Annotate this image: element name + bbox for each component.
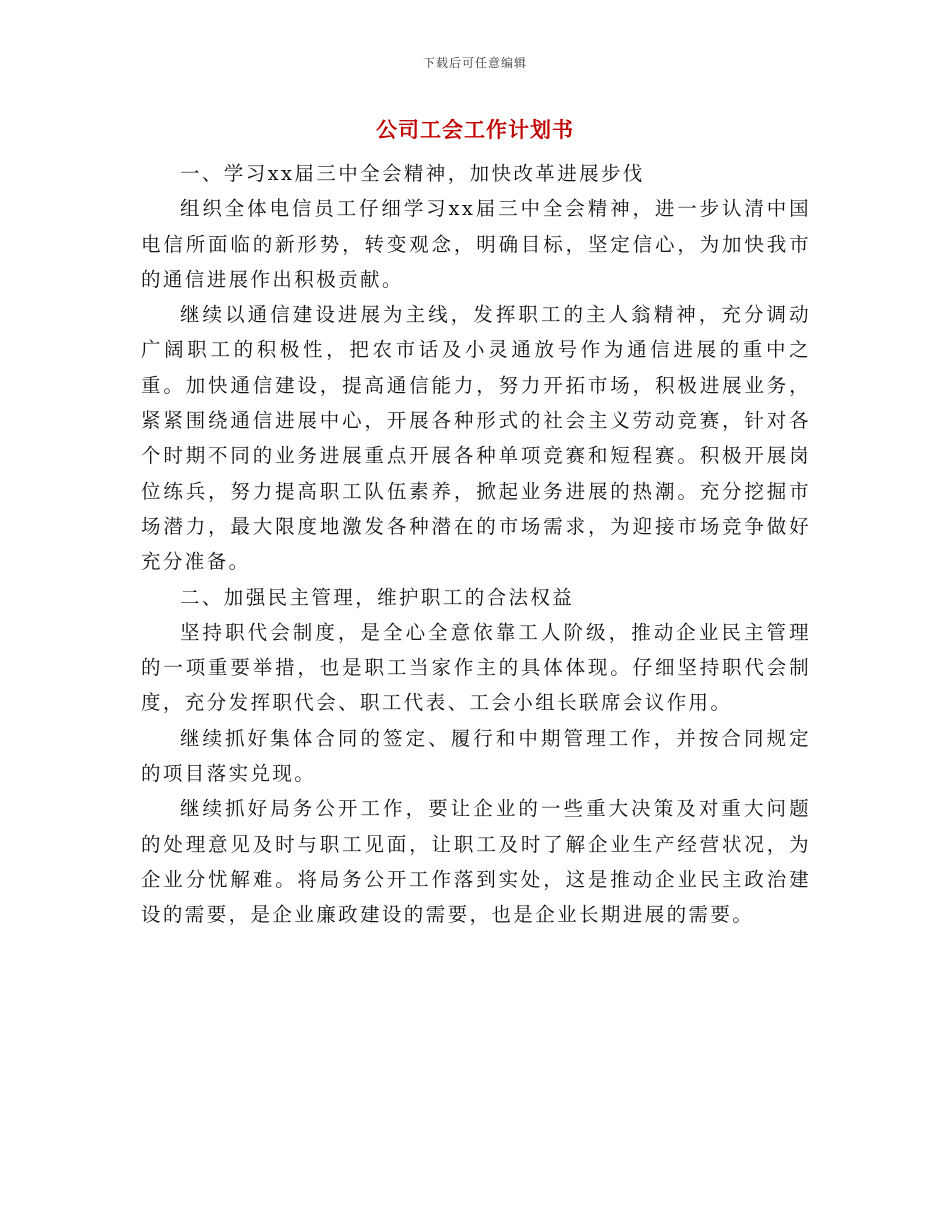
document-title: 公司工会工作计划书 [376,117,574,142]
page-header-note: 下载后可任意编辑 [422,56,527,70]
paragraph: 组织全体电信员工仔细学习xx届三中全会精神，进一步认清中国电信所面临的新形势，转变观念，明确目标，坚定信心，为加快我市的通信进展作出积极贡献。 [141,197,811,291]
paragraph: 继续抓好集体合同的签定、履行和中期管理工作，并按合同规定的项目落实兑现。 [141,726,811,786]
paragraph: 继续以通信建设进展为主线，发挥职工的主人翁精神，充分调动广阔职工的积极性，把农市话及小灵通放号作为通信进展的重中之重。加快通信建设，提高通信能力，努力开拓市场，积极进展业务，紧紧围绕通信进展中心，开展各种形式的社会主义劳动竞赛，针对各个时期不同的业务进展重点开展各种单项竞赛和短程赛。积极开展岗位练兵，努力提高职工队伍素养，掀起业务进展的热潮。充分挖掘市场潜力，最大限度地激发各种潜在的市场需求，为迎接市场竞争做好充分准备。 [141,303,811,574]
section-heading-1: 一、学习xx届三中全会精神，加快改革进展步伐 [180,162,645,185]
document-body [141,156,811,933]
section-heading-2: 二、加强民主管理，维护职工的合法权益 [180,585,575,609]
paragraph: 坚持职代会制度，是全心全意依靠工人阶级，推动企业民主管理的一项重要举措，也是职工当家作主的具体体现。仔细坚持职代会制度，充分发挥职代会、职工代表、工会小组长联席会议作用。 [141,620,811,715]
paragraph: 继续抓好局务公开工作，要让企业的一些重大决策及对重大问题的处理意见及时与职工见面，让职工及时了解企业生产经营状况，为企业分忧解难。将局务公开工作落到实处，这是推动企业民主政治建设的需要，是企业廉政建设的需要，也是企业长期进展的需要。 [141,797,811,927]
